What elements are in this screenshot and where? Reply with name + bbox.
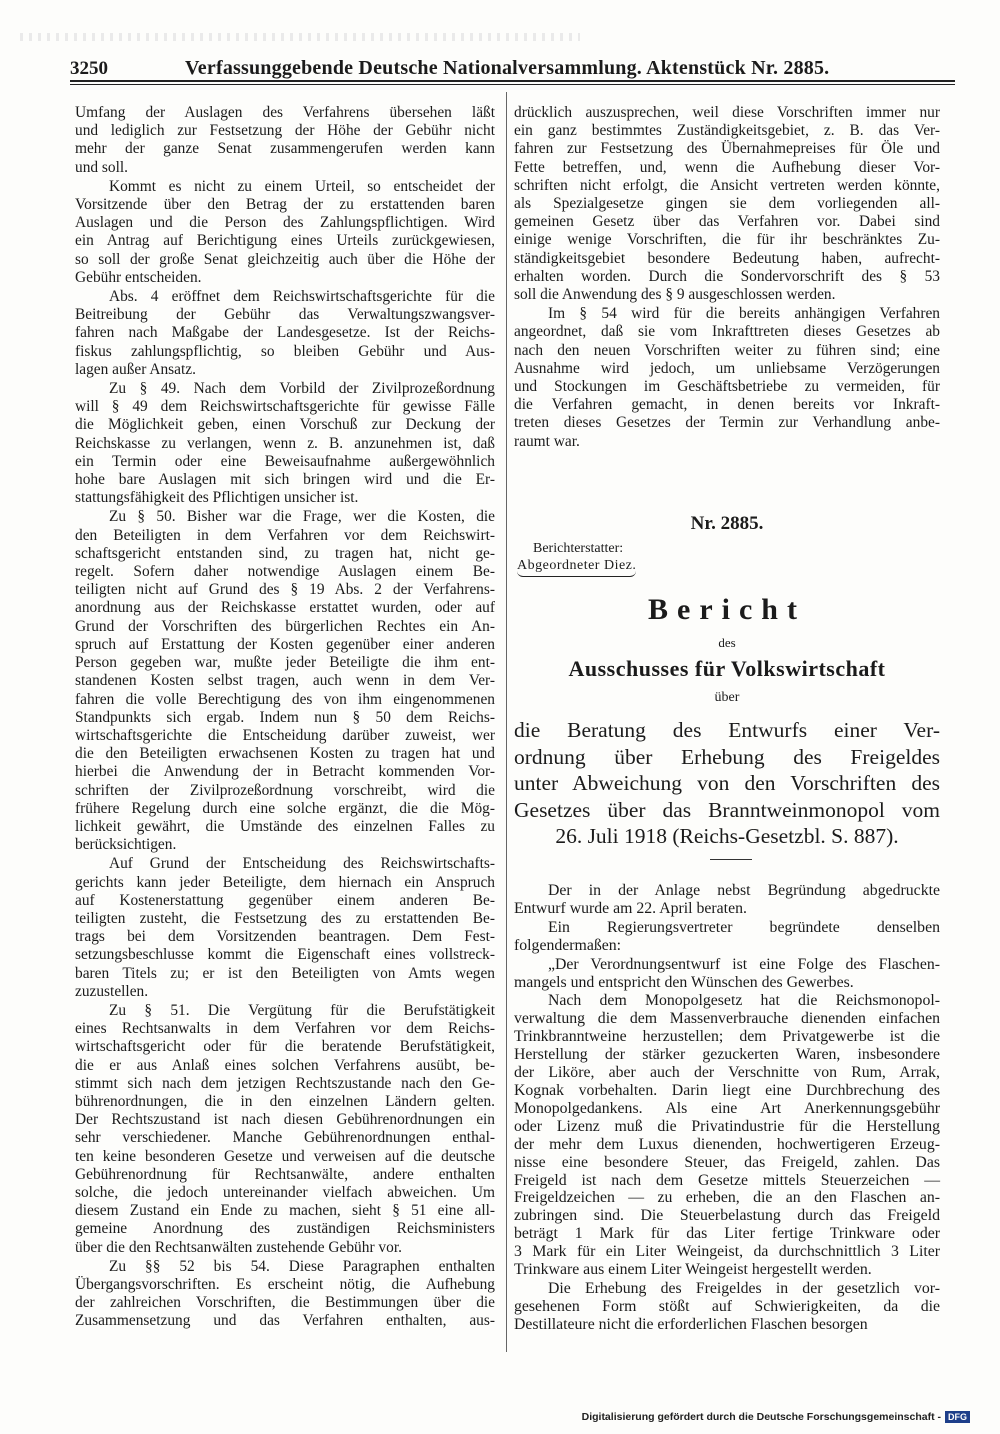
left-column [75,104,495,1332]
text-line: spruch auf Erstattung der Kosten gegenüber einer anderen [75,635,495,653]
paragraph [514,919,940,955]
text-line: und Stockungen im Geschäftsbetriebe zu vermeiden, für [514,378,940,396]
text-line: fahren die volle Berechtigung des von ihm eingenommenen [75,690,495,708]
text-line: folgendermaßen: [514,936,622,954]
text-line: Die Erhebung des Freigeldes in der gesetzlich vor- [548,1279,940,1297]
text-line: Freigeldzeichen — zu erheben, die an den Flaschen an- [514,1189,940,1207]
footer-text: Digitalisierung gefördert durch die Deutsche Forschungsgemeinschaft - [581,1411,941,1423]
text-line: teiligten zusteht, die Festsetzung des zu erstattenden Be- [75,909,495,927]
text-line: baren Titels zu; er ist den Beteiligten von Amts wegen [75,964,495,982]
subject-line: Gesetzes über das Branntweinmonopol vom [514,797,940,822]
text-line: Herstellung der stärker gezuckerten Waren, insbesondere [514,1046,940,1064]
text-line: schriften der Zivilprozeßordnung vorschreibt, wird die [75,781,495,799]
text-line: will § 49 dem Reichswirtschaftsgerichte für gewisse Fälle [75,398,495,416]
paragraph [514,882,940,918]
text-line: beträgt 1 Mark für das Liter fertige Trinkware oder [514,1225,940,1243]
paragraph [75,380,495,507]
text-line: ein Antrag auf Berichtigung eines Urteils zurückgewiesen, [75,232,495,250]
text-line: gerichts kann jeder Beteiligte, dem hiernach ein Anspruch [75,873,495,891]
text-line: berücksichtigen. [75,836,177,854]
text-line: solche, die jedoch untereinander vielfach abweichen. Um [75,1183,495,1201]
text-line: lichkeit gewährt, die Umstände des einzelnen Falles zu [75,817,495,835]
paragraph [75,288,495,379]
text-line: zubringen sind. Die Steuerbelastung durch das Freigeld [514,1207,940,1225]
text-line: verwaltung die dem Massenverbrauche dienenden einfachen [514,1010,940,1028]
text-line: über die den Rechtsanwälten zustehende Gebühr vor. [75,1238,402,1256]
text-line: Zu § 51. Die Vergütung für die Berufstätigkeit [109,1001,495,1019]
text-line: Übergangsvorschriften. Es erscheint nötig, die Aufhebung [75,1276,495,1293]
text-line: so soll der große Senat gleichzeitig auch über die Höhe der [75,250,495,268]
text-line: anordnung aus der Reichskasse erstattet wurden, oder auf [75,599,495,617]
text-line: Monopolgedankens. Als eine Art Anerkennungsgebühr [514,1099,940,1117]
text-line: stattungsfähigkeit des Pflichtigen unsicher ist. [75,489,359,507]
text-line: Gebühr entscheiden. [75,268,202,286]
text-line: ten keine besonderen Gesetze und verweisen auf die deutsche [75,1147,495,1165]
page-number: 3250 [70,58,108,79]
text-line: Zu § 50. Bisher war die Frage, wer die Kosten, die [109,508,495,526]
subject-line: ordnung über Erhebung des Freigeldes [514,744,940,769]
text-line: teiligten nicht auf Grund des § 19 Abs. 2 der Verfahrens- [75,581,495,599]
text-line: treten dieses Gesetzes der Termin zur Verhandlung anbe- [514,414,940,432]
subject-line: 26. Juli 1918 (Reichs-Gesetzbl. S. 887). [555,824,899,849]
text-line: ein Termin oder eine Beweisaufnahme außergewöhnlich [75,452,495,470]
paragraph [75,104,495,177]
rapporteur-name: Abgeordneter Diez. [517,557,636,577]
text-line: fahren zur Festsetzung des Übernahmepreises für Öle und [514,140,940,158]
text-line: der mehr dem Luxus dienenden, hochwertigeren Erzeug- [514,1135,940,1153]
text-line: Auslagen und die Person des Zahlungspflichtigen. Wird [75,214,495,232]
text-line: sehr verschiedener. Manche Gebührenordnungen enthal- [75,1129,495,1147]
text-line: angeordnet, daß sie vom Inkrafttreten dieses Gesetzes ab [514,323,940,341]
text-line: ständigkeitsgebiet besondere Bedeutung haben, aufrecht- [514,249,940,267]
text-line: stimmt sich nach dem jetzigen Rechtszustande nach den Ge- [75,1074,495,1092]
text-line: auf Kostenerstattung gegenüber einem anderen Be- [75,891,495,909]
text-line: Standpunkts sich ergab. Indem nun § 50 dem Reichs- [75,708,495,726]
text-line: Trinkware aus einem Liter Weingeist hergestellt werden. [514,1261,872,1279]
right-column-top [514,104,940,452]
right-column-bottom [514,882,940,1335]
text-line: Fette betreffen, und, wenn die Aufhebung dieser Vor- [514,158,940,176]
paragraph [75,855,495,1001]
paragraph [75,1002,495,1257]
text-line: Nach dem Monopolgesetz hat die Reichsmonopol- [548,992,940,1010]
text-line: Der Rechtszustand ist nach diesen Gebührenordnungen ein [75,1111,495,1129]
text-line: hohe bare Auslagen mit sich bringen wird und die Er- [75,471,495,489]
text-line: Destillateure nicht die erforderlichen Flaschen besorgen [514,1315,868,1333]
paragraph [75,1258,495,1331]
text-line: und soll. [75,158,129,176]
text-line: Der in der Anlage nebst Begründung abgedruckte [548,882,940,899]
text-line: trags bei dem Vorsitzenden beantragen. Dem Fest- [75,928,495,946]
text-line: Entwurf wurde am 22. April beraten. [514,899,747,917]
subject-line: die Beratung des Entwurfs einer Ver- [514,718,940,742]
text-line: 3 Mark für ein Liter Weingeist, da durchschnittlich 3 Liter [514,1243,940,1261]
paragraph [514,956,940,992]
text-line: wirtschaftsgerichte die Entscheidung darüber zuweist, wer [75,726,495,744]
text-line: und lediglich zur Festsetzung der Höhe der Gebühr nicht [75,122,495,140]
text-line: erhalten worden. Durch die Sondervorschrift des § 53 [514,267,940,285]
text-line: Kognak vorbehalten. Darin liegt eine Durchbrechung des [514,1081,940,1099]
text-line: lagen außer Ansatz. [75,360,196,378]
text-line: nach den neuen Vorschriften weiter zu führen sind; eine [514,341,940,359]
text-line: setzungsbeschlusse kommt die Eigenschaft eines vollstreck- [75,946,495,964]
text-line: die Möglichkeit geben, einen Vorschuß zur Deckung der [75,416,495,434]
text-line: bührenordnungen, die in den einzelnen Ländern gelten. [75,1092,495,1110]
text-line: die Verfahren gemacht, in denen bereits vor Inkraft- [514,396,940,414]
text-line: Beitreibung der Gebühr das Verwaltungszwangsver- [75,306,495,324]
report-number: Nr. 2885. [690,513,764,534]
text-line: Abs. 4 eröffnet dem Reichswirtschaftsgerichte für die [109,288,495,306]
dfg-logo: DFG [945,1411,970,1423]
column-divider [506,92,507,1352]
rapporteur-label: Berichterstatter: [533,541,624,556]
text-line: Umfang der Auslagen des Verfahrens übersehen läßt [75,104,495,121]
text-line: standenen Kosten selbst tragen, auch wenn in dem Ver- [75,672,495,690]
text-line: zuzustellen. [75,982,149,1000]
header-rule-thin [70,84,955,85]
text-line: wirtschaftsgericht oder für die beratende Berufstätigkeit, [75,1038,495,1056]
text-line: Zusammensetzung und das Verfahren enthalten, aus- [75,1312,495,1330]
text-line: Ein Regierungsvertreter begründete denselben [548,918,940,936]
text-line: Vorsitzende über den Betrag der zu erstattenden baren [75,196,495,214]
paragraph [514,1280,940,1334]
text-line: Zu § 49. Nach dem Vorbild der Zivilprozeßordnung [109,380,495,398]
text-line: oder Lizenz muß die Privatindustrie für die Herstellung [514,1117,940,1135]
text-line: den Beteiligten in dem Verfahren vor dem Reichswirt- [75,526,495,544]
text-line: schriften nicht erfolgt, die Ansicht vertreten werden könnte, [514,176,940,194]
footer-credit [582,1411,970,1423]
running-header: Verfassunggebende Deutsche Nationalversammlung. Aktenstück Nr. 2885. [185,57,830,79]
text-line: diesem Zustand ein Ende zu machen, sieht § 51 eine all- [75,1202,495,1220]
paragraph [514,104,940,304]
text-line: Trinkbranntweine herzustellen; dem Privatgewerbe ist die [514,1028,940,1046]
text-line: Grund der Vorschriften des bürgerlichen Rechtes ein An- [75,617,495,635]
text-line: nisse eine besondere Steuer, das Freigeld, zahlen. Das [514,1153,940,1171]
text-line: regelt. Sofern daher notwendige Auslagen einem Be- [75,563,495,581]
text-line: Ausnahme wird jedoch, um unliebsame Verzögerungen [514,359,940,377]
text-line: der Liköre, aber auch der Verschnitte von Rum, Arrak, [514,1064,940,1082]
report-des: des [718,635,736,650]
text-line: Im § 54 wird für die bereits anhängigen Verfahren [548,305,940,323]
text-line: gemeine Anordnung des zuständigen Reichsministers [75,1220,495,1238]
paragraph [75,178,495,287]
committee-name: Ausschusses für Volkswirtschaft [568,656,886,681]
text-line: eines Rechtsanwalts in dem Verfahren vor dem Reichs- [75,1020,495,1038]
text-line: raumt war. [514,432,580,450]
section-rule [710,859,752,860]
text-line: „Der Verordnungsentwurf ist eine Folge des Flaschen- [548,955,940,973]
text-line: der zahlreichen Vorschriften, die Bestimmungen über die [75,1294,495,1312]
text-line: soll die Anwendung des § 9 ausgeschlossen werden. [514,286,836,304]
text-line: Reichskasse zu verlangen, wenn z. B. anzunehmen ist, daß [75,434,495,452]
text-line: schaftsgericht entstanden sind, zu tragen hat, nicht ge- [75,544,495,562]
text-line: die er aus Anlaß eines solchen Verfahrens ausübt, be- [75,1056,495,1074]
header-rule [70,80,955,82]
subject-line: unter Abweichung von den Vorschriften des [514,771,940,796]
report-title: Bericht [648,593,806,626]
text-line: fahren nach Maßgabe der Landesgesetze. Ist der Reichs- [75,324,495,342]
text-line: mangels und entspricht den Wünschen des Gewerbes. [514,973,854,991]
text-line: hierbei die Anwendung der in Betracht kommenden Vor- [75,763,495,781]
text-line: Kommt es nicht zu einem Urteil, so entscheidet der [109,177,495,195]
text-line: als Spezialgesetze gingen sie dem vorliegenden all- [514,195,940,213]
report-ueber: über [714,690,740,705]
text-line: Gebührenordnung für Rechtsanwälte, andere enthalten [75,1165,495,1183]
paragraph [514,992,940,1279]
text-line: mehr der ganze Senat zusammengerufen werden kann [75,140,495,158]
text-line: Person gegeben war, mußte jeder Beteiligte die ihm ent- [75,654,495,672]
text-line: einige wenige Vorschriften, die für ihr beschränktes Zu- [514,231,940,249]
text-line: gemeinen Gesetz über das Verfahren vor. Dabei sind [514,213,940,231]
text-line: drücklich auszusprechen, weil diese Vorschriften immer nur [514,104,940,121]
text-line: Freigeld ist nach dem Gesetze mittels Steuerzeichen — [514,1171,940,1189]
text-line: frühere Regelung durch eine solche ergänzt, die die Mög- [75,799,495,817]
text-line: die den Beteiligten erwachsenen Kosten zu tragen hat und [75,745,495,763]
text-line: ein ganz bestimmtes Zuständigkeitsgebiet, z. B. das Ver- [514,122,940,140]
report-subject [514,717,940,850]
text-line: Auf Grund der Entscheidung des Reichswirtschafts- [109,855,495,873]
scan-artifact [20,33,580,41]
paragraph [75,508,495,854]
rapporteur [517,540,636,577]
text-line: fiskus zahlungspflichtig, so bleiben Gebühr und Aus- [75,342,495,360]
text-line: Zu §§ 52 bis 54. Diese Paragraphen enthalten [109,1257,495,1275]
paragraph [514,305,940,451]
text-line: gesehenen Form stößt auf Schwierigkeiten, da die [514,1297,940,1315]
